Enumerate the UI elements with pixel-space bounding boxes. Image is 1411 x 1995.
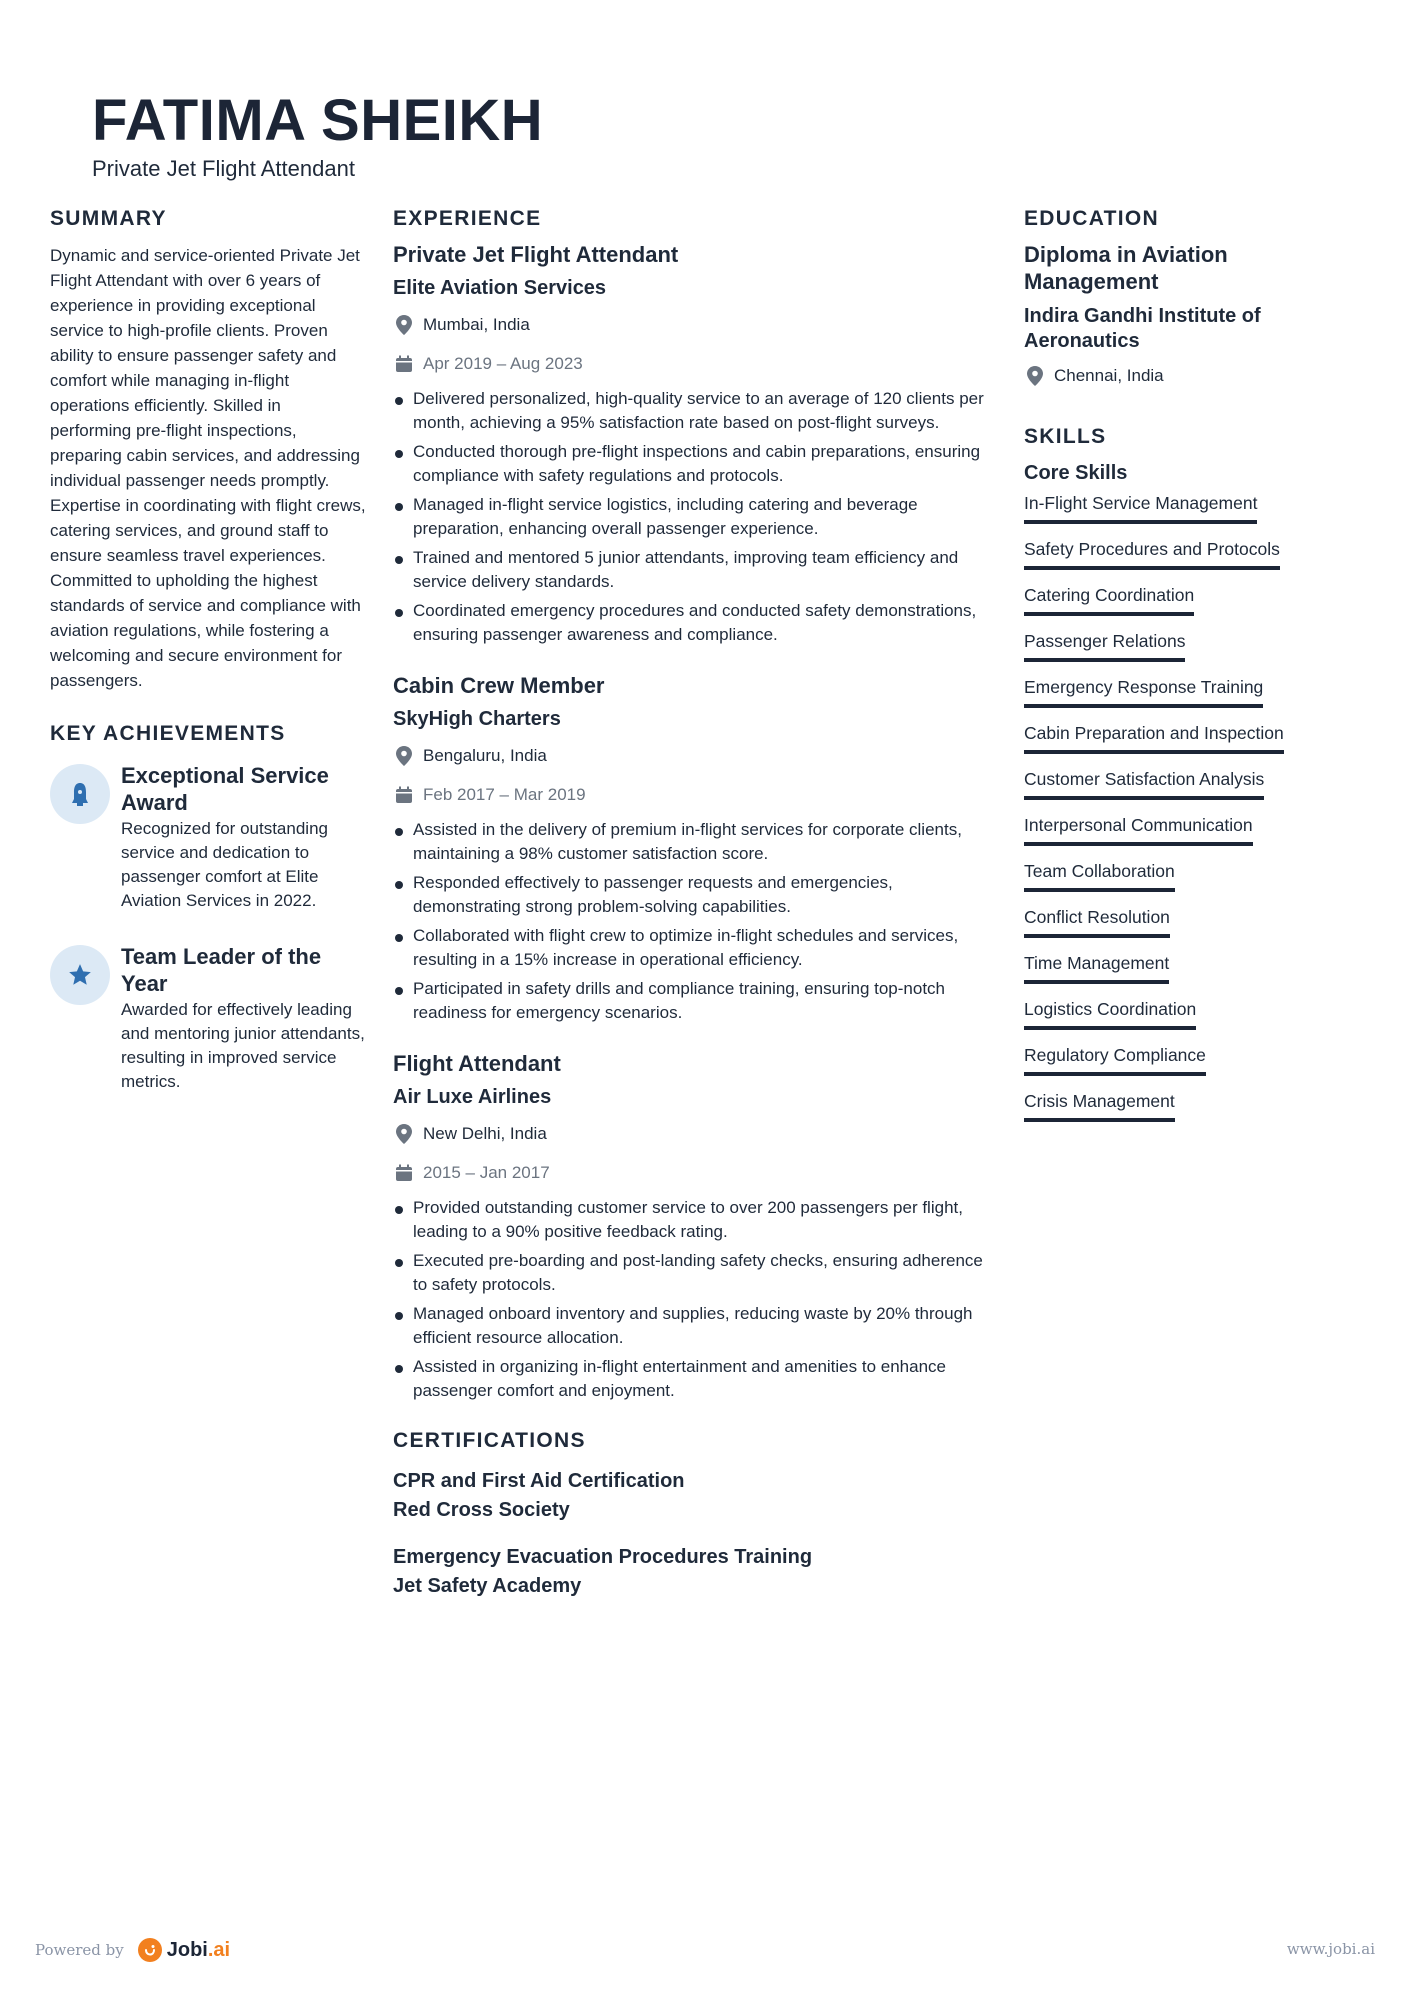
- location-pin-icon: [393, 1123, 415, 1145]
- skill-tag: Interpersonal Communication: [1024, 813, 1253, 846]
- job-title: Private Jet Flight Attendant: [393, 242, 679, 267]
- summary-text: Dynamic and service-oriented Private Jet Flight Attendant with over 6 years of experience in providing exceptional service to high-profile clients. Proven ability to ensure passenger safety and comfort while managing in-flight operations efficiently. Skilled in performing pre-flight inspections, preparing cabin services, and addressing individual passenger needs promptly. Expertise in coordinating with flight crews, catering services, and ground staff to ensure seamless travel experiences. Committed to upholding the highest standards of service and compliance with aviation regulations, while fostering a welcoming and secure environment for passengers.: [50, 246, 366, 690]
- powered-by: [35, 1938, 230, 1962]
- job-bullet: Collaborated with flight crew to optimize in-flight schedules and services, resulting in a 15% increase in operational efficiency.: [393, 924, 998, 972]
- logo-main: Jobi: [166, 1938, 208, 1961]
- job-bullet: Coordinated emergency procedures and conducted safety demonstrations, ensuring passenger awareness and compliance.: [393, 599, 998, 647]
- footer-url[interactable]: www.jobi.ai: [1286, 1940, 1375, 1958]
- achievement-title: Team Leader of the Year: [121, 944, 322, 996]
- dates-text: Apr 2019 – Aug 2023: [423, 354, 583, 373]
- job-location: [393, 1121, 998, 1147]
- skill-tag: Passenger Relations: [1024, 629, 1185, 662]
- location-text: Chennai, India: [1054, 366, 1164, 385]
- achievements-heading: KEY ACHIEVEMENTS: [50, 722, 286, 745]
- education-location: [1024, 363, 1324, 389]
- job-location: [393, 743, 998, 769]
- star-icon: [50, 945, 110, 1005]
- experience-heading: EXPERIENCE: [393, 207, 542, 230]
- skills-heading: SKILLS: [1024, 425, 1107, 448]
- summary-heading: SUMMARY: [50, 207, 167, 230]
- achievement-desc: Awarded for effectively leading and mentoring junior attendants, resulting in improved service metrics.: [121, 1000, 365, 1091]
- job-bullet: Provided outstanding customer service to over 200 passengers per flight, leading to a 90% positive feedback rating.: [393, 1196, 998, 1244]
- powered-by-text: Powered by: [35, 1941, 124, 1959]
- job-bullet: Managed onboard inventory and supplies, reducing waste by 20% through efficient resource allocation.: [393, 1302, 998, 1350]
- certification-item: [393, 1543, 998, 1601]
- job-location: [393, 312, 998, 338]
- resume-header: [92, 88, 543, 184]
- job-entry: [393, 1049, 998, 1403]
- education-heading: EDUCATION: [1024, 207, 1159, 230]
- job-dates: [393, 1160, 998, 1186]
- trophy-icon: [50, 764, 110, 824]
- dates-text: Feb 2017 – Mar 2019: [423, 785, 586, 804]
- job-bullet: Assisted in organizing in-flight entertainment and amenities to enhance passenger comfort and enjoyment.: [393, 1355, 998, 1403]
- certification-item: [393, 1467, 998, 1525]
- job-bullets: [393, 1196, 998, 1403]
- calendar-icon: [393, 784, 415, 806]
- certification-name: CPR and First Aid Certification: [393, 1470, 685, 1492]
- calendar-icon: [393, 1162, 415, 1184]
- job-bullet: Conducted thorough pre-flight inspections and cabin preparations, ensuring compliance with safety regulations and protocols.: [393, 440, 998, 488]
- job-title: Flight Attendant: [393, 1051, 561, 1076]
- certifications-heading: CERTIFICATIONS: [393, 1429, 586, 1452]
- left-column: [50, 205, 366, 1094]
- job-dates: [393, 351, 998, 377]
- certification-name: Emergency Evacuation Procedures Training: [393, 1546, 813, 1568]
- job-entry: [393, 240, 998, 647]
- jobi-logo-icon: [138, 1938, 162, 1962]
- job-bullet: Participated in safety drills and compliance training, ensuring top-notch readiness for emergency scenarios.: [393, 977, 998, 1025]
- skill-tag: Logistics Coordination: [1024, 997, 1196, 1030]
- certification-org: Red Cross Society: [393, 1499, 570, 1521]
- skill-list: [1024, 491, 1324, 1135]
- job-bullet: Assisted in the delivery of premium in-flight services for corporate clients, maintaining a 98% customer satisfaction score.: [393, 818, 998, 866]
- skill-tag: Conflict Resolution: [1024, 905, 1170, 938]
- skill-tag: Cabin Preparation and Inspection: [1024, 721, 1284, 754]
- candidate-name: FATIMA SHEIKH: [92, 88, 544, 153]
- calendar-icon: [393, 353, 415, 375]
- location-pin-icon: [393, 314, 415, 336]
- achievement-title: Exceptional Service Award: [121, 763, 329, 815]
- education-degree: Diploma in Aviation Management: [1024, 242, 1228, 294]
- skill-tag: Emergency Response Training: [1024, 675, 1263, 708]
- skill-tag: Team Collaboration: [1024, 859, 1175, 892]
- location-text: Bengaluru, India: [423, 746, 547, 765]
- skill-tag: Customer Satisfaction Analysis: [1024, 767, 1264, 800]
- skill-tag: Time Management: [1024, 951, 1169, 984]
- skill-tag: Regulatory Compliance: [1024, 1043, 1206, 1076]
- job-company: SkyHigh Charters: [393, 708, 561, 730]
- jobi-logo[interactable]: [138, 1938, 230, 1962]
- dates-text: 2015 – Jan 2017: [423, 1163, 550, 1182]
- job-bullet: Delivered personalized, high-quality service to an average of 120 clients per month, achieving a 95% satisfaction rate based on post-flight surveys.: [393, 387, 998, 435]
- location-pin-icon: [393, 745, 415, 767]
- job-title: Cabin Crew Member: [393, 673, 605, 698]
- logo-suffix: .ai: [207, 1938, 231, 1961]
- certification-org: Jet Safety Academy: [393, 1575, 582, 1597]
- middle-column: [393, 205, 998, 1619]
- skills-subheading: Core Skills: [1024, 462, 1128, 484]
- skill-tag: In-Flight Service Management: [1024, 491, 1257, 524]
- job-bullets: [393, 818, 998, 1025]
- candidate-title: Private Jet Flight Attendant: [92, 156, 355, 181]
- skill-tag: Crisis Management: [1024, 1089, 1175, 1122]
- education-school: Indira Gandhi Institute of Aeronautics: [1024, 305, 1261, 352]
- job-bullet: Executed pre-boarding and post-landing safety checks, ensuring adherence to safety protocols.: [393, 1249, 998, 1297]
- job-bullet: Managed in-flight service logistics, including catering and beverage preparation, enhancing overall passenger experience.: [393, 493, 998, 541]
- achievement-item: [50, 943, 366, 1094]
- job-dates: [393, 782, 998, 808]
- job-company: Elite Aviation Services: [393, 277, 607, 299]
- right-column: [1024, 205, 1324, 1135]
- achievement-desc: Recognized for outstanding service and dedication to passenger comfort at Elite Aviation Services in 2022.: [121, 819, 328, 910]
- job-entry: [393, 671, 998, 1025]
- skill-tag: Catering Coordination: [1024, 583, 1194, 616]
- location-text: Mumbai, India: [423, 315, 530, 334]
- job-company: Air Luxe Airlines: [393, 1086, 552, 1108]
- job-bullets: [393, 387, 998, 647]
- job-bullet: Responded effectively to passenger requests and emergencies, demonstrating strong problem-solving capabilities.: [393, 871, 998, 919]
- achievement-item: [50, 762, 366, 913]
- location-text: New Delhi, India: [423, 1124, 547, 1143]
- skill-tag: Safety Procedures and Protocols: [1024, 537, 1280, 570]
- location-pin-icon: [1024, 365, 1046, 387]
- job-bullet: Trained and mentored 5 junior attendants, improving team efficiency and service delivery standards.: [393, 546, 998, 594]
